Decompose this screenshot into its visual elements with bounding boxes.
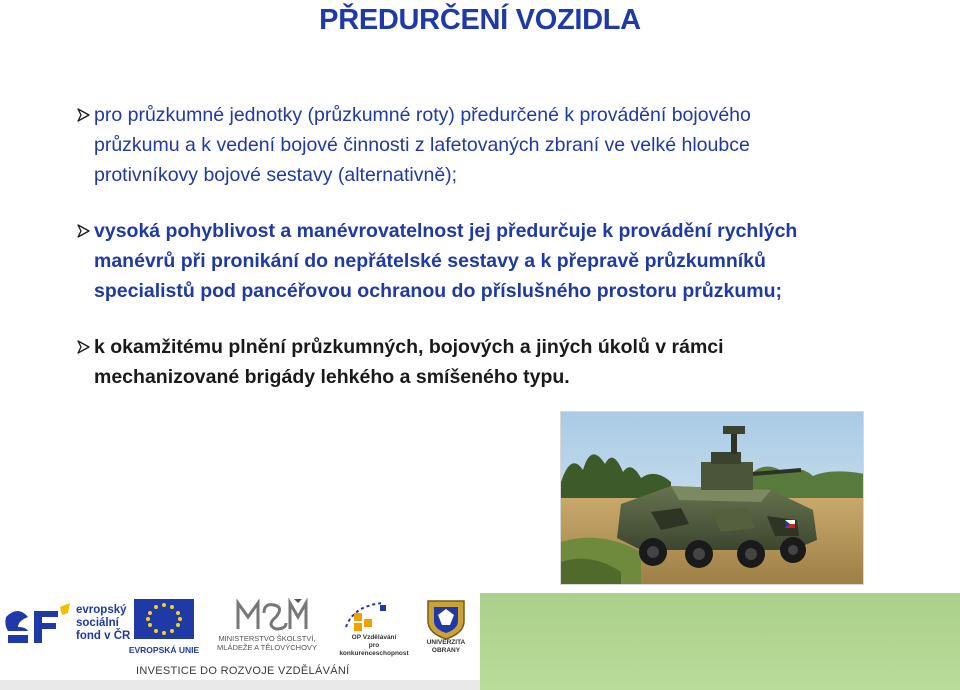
slide-title: PŘEDURČENÍ VOZIDLA [319,4,641,36]
bullet-item-tasks [76,332,936,392]
esf-line: sociální [76,617,119,629]
armored-vehicle-illustration [561,412,864,585]
msmt-line: MLÁDEŽE A TĚLOVÝCHOVY [217,643,317,652]
eu-label: EVROPSKÁ UNIE [128,645,200,655]
op-label [334,634,414,658]
bullet-line: průzkumu a k vedení bojové činnosti z lafetovaných zbraní ve velké hloubce [94,134,750,156]
uo-label [414,639,478,655]
uo-line: OBRANY [431,647,461,654]
bullet-item-mobility [76,216,936,306]
esf-line: fond v ČR [76,630,131,642]
msmt-line: MINISTERSTVO ŠKOLSTVÍ, [218,634,316,643]
bullet-line: pro průzkumné jednotky (průzkumné roty) předurčené k provádění bojového [94,104,751,126]
esf-line: evropský [76,604,127,616]
bullet-line: vysoká pohyblivost a manévrovatelnost jej předurčuje k provádění rychlých [94,220,798,242]
bullet-list [76,100,936,418]
bullet-line: mechanizované brigády lehkého a smíšeného typu. [94,366,570,388]
bullet-line: specialistů pod pancéřovou ochranou do příslušného prostoru průzkumu; [94,280,782,302]
bullet-text [94,332,936,392]
arrowhead-bullet-icon [76,339,92,355]
investice-slogan: INVESTICE DO ROZVOJE VZDĚLÁVÁNÍ [136,665,350,677]
arrowhead-bullet-icon [76,223,92,239]
esf-label [76,604,130,643]
op-line: OP Vzdělávání [351,634,397,641]
footer-green-panel [480,593,960,690]
bullet-line: k okamžitému plnění průzkumných, bojových a jiných úkolů v rámci [94,336,724,358]
bullet-line: protivníkovy bojové sestavy (alternativně); [94,164,458,186]
bullet-item-purpose [76,100,936,190]
investice-divider [0,680,480,690]
op-line: pro konkurenceschopnost [339,642,409,657]
msmt-label [202,634,332,652]
bullet-line: manévrů při pronikání do nepřátelské sestavy a k přepravě průzkumníků [94,250,766,272]
vehicle-photo [560,411,864,585]
bullet-text [94,100,936,190]
bullet-text [94,216,936,306]
uo-line: UNIVERZITA [426,639,466,646]
arrowhead-bullet-icon [76,107,92,123]
